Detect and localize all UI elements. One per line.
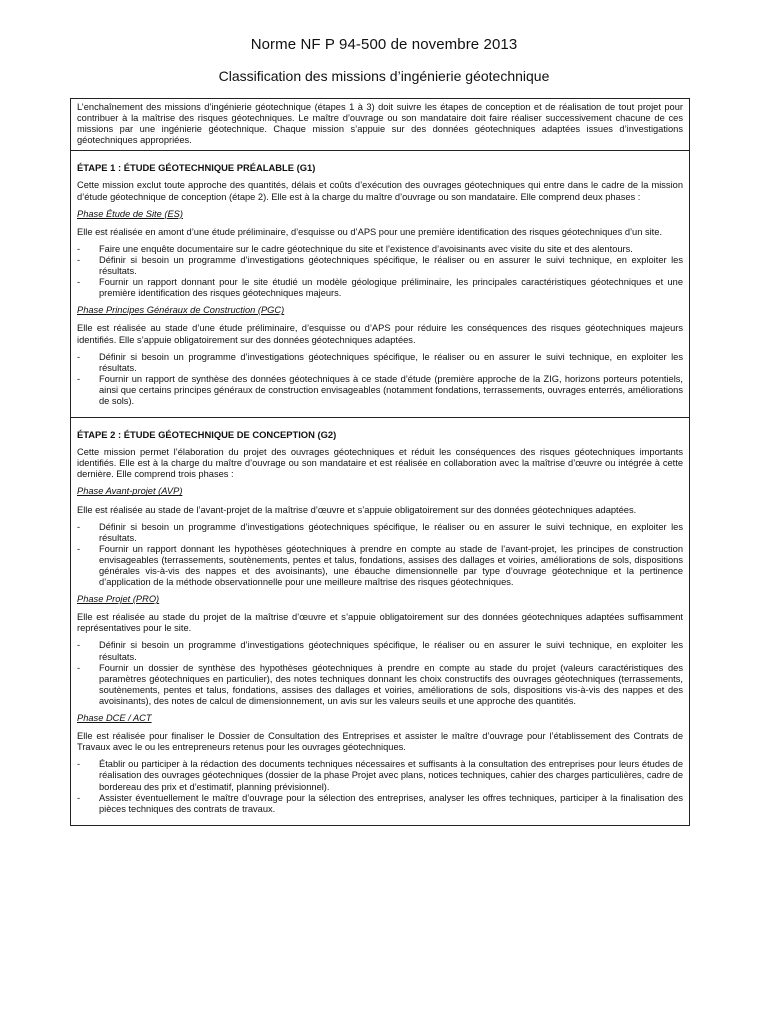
list-item: - Assister éventuellement le maître d’ouvrage pour la sélection des entreprises, analyser les offres techniques, participer à la finalisation des pièces techniques des contrats de travaux.: [77, 792, 683, 814]
phase-dce-list: [77, 759, 683, 814]
phase-es-title: Phase Étude de Site (ES): [77, 208, 183, 219]
list-item: - Définir si besoin un programme d’investigations géotechniques spécifique, le réaliser ou en assurer le suivi technique, en exploiter les résultats.: [77, 351, 683, 373]
list-item: - Fournir un rapport donnant les hypothèses géotechniques à prendre en compte au stade de l’avant-projet, les principes de construction envisageables (terrassements, soutènements, pentes et talus, fondations, assises des dallages et voiries, améliorations de sols, dispositions générales vis-à-vis des nappes et des avoisinants), une ébauche dimensionnelle par type d’ouvrage géotechnique et la pertinence d’application de la méthode observationnelle pour une meilleure maîtrise des risques géotechniques.: [77, 543, 683, 588]
intro-text: L’enchaînement des missions d’ingénierie géotechnique (étapes 1 à 3) doit suivre les étapes de conception et de réalisation de tout projet pour contribuer à la maîtrise des risques géotechniques. Le maître d’ouvrage ou son mandataire doit faire réaliser successivement chacune de ces missions par une ingénierie géotechnique. Chaque mission s’appuie sur des données géotechniques adaptées issues d’investigations géotechniques appropriées.: [77, 102, 683, 146]
list-item: - Faire une enquête documentaire sur le cadre géotechnique du site et l’existence d’avoisinants avec visite du site et des alentours.: [77, 243, 633, 254]
phase-pgc-list: [77, 352, 683, 407]
list-item: - Fournir un rapport donnant pour le site étudié un modèle géologique préliminaire, les principales caractéristiques géotechniques et une première identification des risques géotechniques majeurs.: [77, 277, 683, 299]
step1-box: [71, 150, 689, 417]
phase-dce-title: Phase DCE / ACT: [77, 713, 152, 724]
phase-pgc-title: Phase Principes Généraux de Construction (PGC): [77, 305, 285, 316]
phase-avp-title: Phase Avant-projet (AVP): [77, 486, 183, 497]
step2-intro: Cette mission permet l’élaboration du projet des ouvrages géotechniques et réduit les conséquences des risques géotechniques importants identifiés. Elle est à la charge du maître d’ouvrage ou son mandataire et est réalisée en collaboration avec la maîtrise d’œuvre ou intégrée à cette dernière. Elle comprend trois phases :: [77, 447, 683, 480]
phase-pro-list: [77, 640, 683, 707]
list-item: - Définir si besoin un programme d’investigations géotechniques spécifique, le réaliser ou en assurer le suivi technique, en exploiter les résultats.: [77, 640, 683, 662]
list-item: - Fournir un dossier de synthèse des hypothèses géotechniques à prendre en compte au stade du projet (valeurs caractéristiques des paramètres géotechniques en particulier), des notes techniques donnant les choix constructifs des ouvrages géotechniques (terrassements, soutènements, pentes et talus, fondations, assises des dallages et voiries, améliorations de sols, dispositions vis-à-vis des nappes et des avoisinants), des notes de calcul de dimensionnement, un avis sur les valeurs seuils et une approche des quantités.: [77, 662, 683, 706]
phase-pro-title: Phase Projet (PRO): [77, 594, 160, 605]
step1-intro: Cette mission exclut toute approche des quantités, délais et coûts d’exécution des ouvrages géotechniques qui entre dans le cadre de la mission d’étude géotechnique de conception (étape 2). Elle est à la charge du maître d’ouvrage ou son mandataire. Elle comprend deux phases :: [77, 180, 683, 202]
missions-table: [70, 98, 690, 826]
list-item: - Définir si besoin un programme d’investigations géotechniques spécifique, le réaliser ou en assurer le suivi technique, en exploiter les résultats.: [77, 521, 683, 543]
intro-box: [71, 99, 689, 150]
document-title: Norme NF P 94-500 de novembre 2013: [250, 36, 518, 53]
phase-avp-list: [77, 522, 683, 589]
phase-avp-text: Elle est réalisée au stade de l’avant-projet de la maîtrise d’œuvre et s’appuie obligatoirement sur des données géotechniques adaptées.: [77, 504, 637, 515]
phase-pgc-text: Elle est réalisée au stade d’une étude préliminaire, d’esquisse ou d’APS pour réduire les conséquences des risques géotechniques majeurs identifiés. Elle s’appuie obligatoirement sur des données géotechniques adaptées.: [77, 323, 683, 345]
step2-box: [71, 417, 689, 825]
step1-title: ÉTAPE 1 : ÉTUDE GÉOTECHNIQUE PRÉALABLE (G1): [77, 162, 316, 174]
document-subtitle: Classification des missions d’ingénierie géotechnique: [218, 68, 550, 84]
phase-pro-text: Elle est réalisée au stade du projet de la maîtrise d’œuvre et s’appuie obligatoirement sur des données géotechniques adaptées suffisamment représentatives pour le site.: [77, 612, 683, 634]
list-item: - Établir ou participer à la rédaction des documents techniques nécessaires et suffisants à la consultation des entreprises pour leurs études de réalisation des ouvrages géotechniques (dossier de la phase Projet avec plans, notices techniques, cahier des charges particulières, cadre de bordereau des prix et d’estimatif, planning prévisionnel).: [77, 759, 683, 792]
phase-es-text: Elle est réalisée en amont d’une étude préliminaire, d’esquisse ou d’APS pour une première identification des risques géotechniques d’un site.: [77, 226, 663, 237]
list-item: - Fournir un rapport de synthèse des données géotechniques à ce stade d’étude (première approche de la ZIG, horizons porteurs potentiels, ainsi que certains principes généraux de construction envisageables (notamment fondations, terrassements, ouvrages enterrés, améliorations de sols).: [77, 373, 683, 406]
step2-title: ÉTAPE 2 : ÉTUDE GÉOTECHNIQUE DE CONCEPTION (G2): [77, 429, 337, 441]
list-item: - Définir si besoin un programme d’investigations géotechniques spécifique, le réaliser ou en assurer le suivi technique, en exploiter les résultats.: [77, 254, 683, 277]
phase-es-list: [77, 244, 683, 299]
phase-dce-text: Elle est réalisée pour finaliser le Dossier de Consultation des Entreprises et assister le maître d’ouvrage pour l’établissement des Contrats de Travaux avec le ou les entrepreneurs retenus pour les ouvrages géotechniques.: [77, 731, 683, 753]
